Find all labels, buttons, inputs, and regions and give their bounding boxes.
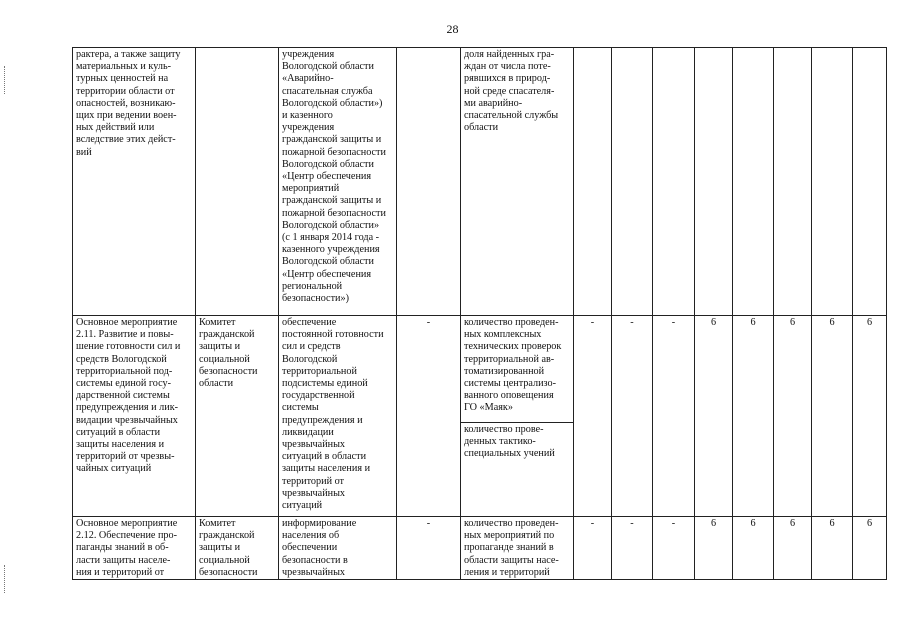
indicator-cell: количество проведен- ных комплексных технических проверок территориальной ав- томатизированной системы централизо- ванного оповещения ГО «Маяк»	[461, 316, 574, 423]
value-cell: 6	[812, 517, 853, 580]
table-row	[73, 517, 887, 580]
participants-cell: информирование населения об обеспечении безопасности в чрезвычайных	[279, 517, 397, 580]
value-cell: -	[612, 316, 653, 517]
executor-cell: Комитет гражданской защиты и социальной безопасности	[196, 517, 279, 580]
value-cell: 6	[853, 316, 887, 517]
indicator-cell: доля найденных гра- ждан от числа поте- рявшихся в природ- ной среде спасателя- ми аварийно- спасательной службы области	[461, 48, 574, 316]
value-cell	[695, 48, 733, 316]
executor-cell: Комитет гражданской защиты и социальной безопасности области	[196, 316, 279, 517]
table-row	[73, 48, 887, 316]
funding-cell: -	[397, 517, 461, 580]
value-cell: -	[653, 517, 695, 580]
participants-cell: учреждения Вологодской области «Аварийно- спасательная служба Вологодской области») и казенного учреждения гражданской защиты и пожарной безопасности Вологодской области «Центр обеспечения мероприятий гражданской защиты и пожарной безопасности Вологодской области» (с 1 января 2014 года - казенного учреждения Вологодской области «Центр обеспечения региональной безопасности»)	[279, 48, 397, 316]
activity-cell: Основное мероприятие 2.11. Развитие и повы- шение готовности сил и средств Вологодской территориальной под- системы единой госу- дарственной системы предупреждения и лик- видации чрезвычайных ситуаций в области защиты населения и территорий от чрезвы- чайных ситуаций	[73, 316, 196, 517]
indicator-cell: количество прове- денных тактико- специальных учений	[461, 423, 574, 517]
funding-cell	[397, 48, 461, 316]
value-cell	[853, 48, 887, 316]
value-cell: -	[574, 316, 612, 517]
activity-cell: Основное мероприятие 2.12. Обеспечение про- паганды знаний в об- ласти защиты населе- ния и территорий от	[73, 517, 196, 580]
value-cell: -	[574, 517, 612, 580]
value-cell: 6	[812, 316, 853, 517]
value-cell: 6	[695, 517, 733, 580]
value-cell: 6	[695, 316, 733, 517]
value-cell: 6	[733, 517, 774, 580]
value-cell: 6	[774, 517, 812, 580]
executor-cell	[196, 48, 279, 316]
page-number: 28	[446, 22, 459, 36]
value-cell	[574, 48, 612, 316]
crop-mark-bottom	[4, 565, 7, 593]
crop-mark-top	[4, 66, 7, 94]
value-cell	[612, 48, 653, 316]
value-cell: -	[612, 517, 653, 580]
value-cell: 6	[733, 316, 774, 517]
value-cell	[653, 48, 695, 316]
funding-cell: -	[397, 316, 461, 517]
value-cell: -	[653, 316, 695, 517]
value-cell	[812, 48, 853, 316]
indicator-cell: количество проведен- ных мероприятий по пропаганде знаний в области защиты насе- ления и территорий	[461, 517, 574, 580]
value-cell	[733, 48, 774, 316]
participants-cell: обеспечение постоянной готовности сил и средств Вологодской территориальной подсистемы единой государственной системы предупреждения и ликвидации чрезвычайных ситуаций в области защиты населения и территорий от чрезвычайных ситуаций	[279, 316, 397, 517]
program-table	[72, 47, 887, 580]
value-cell: 6	[853, 517, 887, 580]
table-row	[73, 316, 887, 423]
value-cell	[774, 48, 812, 316]
value-cell: 6	[774, 316, 812, 517]
activity-cell: рактера, а также защиту материальных и куль- турных ценностей на территории области от опасностей, возникаю- щих при ведении воен- ных действий или вследствие этих дейст- вий	[73, 48, 196, 316]
